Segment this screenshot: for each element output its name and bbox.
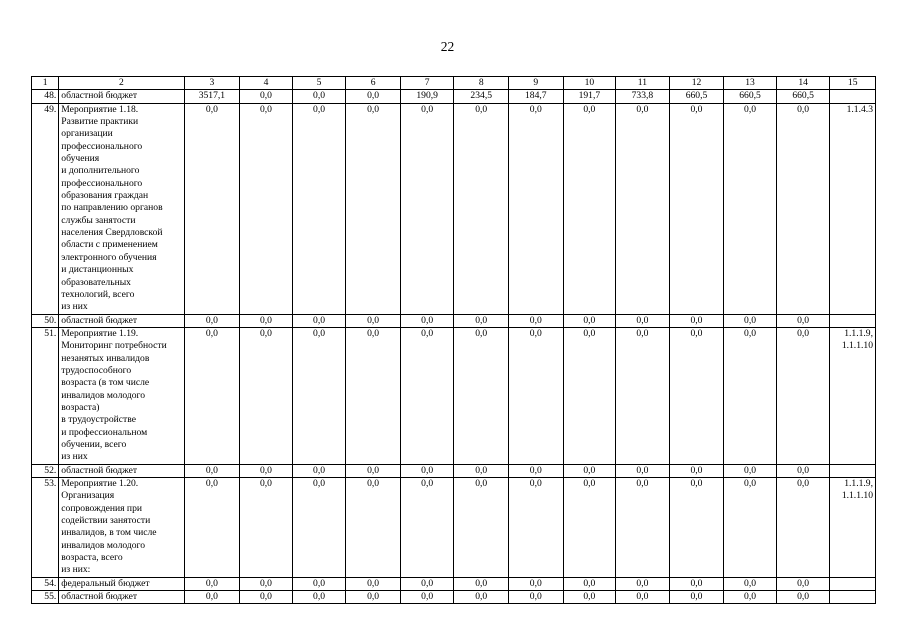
target-ref-cell (830, 103, 876, 314)
row-number: 52. (32, 464, 59, 477)
row-title-line: обучении, всего (61, 438, 127, 450)
value-cell: 0,0 (669, 327, 724, 464)
row-title-line: области с применением (61, 239, 158, 251)
row-title (59, 577, 184, 590)
value-cell: 0,0 (292, 103, 346, 314)
value-cell: 0,0 (724, 327, 777, 464)
header-cell: 9 (509, 77, 564, 90)
row-title-line: содействии занятости (61, 515, 151, 527)
header-row (32, 77, 876, 90)
row-title-line: возраста, всего (61, 552, 123, 564)
row-title-line: областной бюджет (61, 591, 138, 603)
row-title-line: возраста) (61, 401, 100, 413)
value-cell: 0,0 (346, 478, 401, 578)
row-number: 51. (32, 327, 59, 464)
row-title-line: в трудоустройстве (61, 414, 136, 426)
value-cell: 0,0 (616, 577, 670, 590)
value-cell: 0,0 (240, 478, 293, 578)
row-title-line: Организация (61, 490, 115, 502)
value-cell: 0,0 (240, 314, 293, 327)
value-cell: 0,0 (292, 478, 346, 578)
header-cell: 12 (669, 77, 724, 90)
row-title-line: образовательных (61, 276, 131, 288)
value-cell: 0,0 (184, 464, 240, 477)
value-cell: 0,0 (454, 327, 509, 464)
value-cell: 0,0 (346, 327, 401, 464)
row-title (59, 90, 184, 103)
row-title (59, 103, 184, 314)
row-number: 55. (32, 591, 59, 604)
row-title-line: образования граждан (61, 190, 149, 202)
value-cell: 3517,1 (184, 90, 240, 103)
value-cell: 0,0 (292, 90, 346, 103)
value-cell: 0,0 (292, 327, 346, 464)
row-title-line: службы занятости (61, 214, 136, 226)
row-number: 50. (32, 314, 59, 327)
value-cell: 0,0 (292, 591, 346, 604)
value-cell: 0,0 (240, 327, 293, 464)
row-title-line: из них (61, 301, 88, 313)
table-row (32, 90, 876, 103)
row-number: 53. (32, 478, 59, 578)
row-title-line: организации (61, 128, 113, 140)
value-cell: 0,0 (509, 464, 564, 477)
value-cell: 0,0 (724, 591, 777, 604)
header-cell: 15 (830, 77, 876, 90)
value-cell: 0,0 (563, 314, 616, 327)
value-cell: 0,0 (724, 314, 777, 327)
value-cell: 0,0 (724, 577, 777, 590)
value-cell: 0,0 (400, 464, 454, 477)
value-cell: 0,0 (776, 478, 830, 578)
value-cell: 0,0 (776, 327, 830, 464)
value-cell: 0,0 (509, 478, 564, 578)
table-row (32, 478, 876, 578)
table-row (32, 314, 876, 327)
row-title-line: трудоспособного (61, 364, 132, 376)
value-cell: 0,0 (454, 103, 509, 314)
target-ref-cell (830, 591, 876, 604)
header-cell: 3 (184, 77, 240, 90)
value-cell: 0,0 (669, 464, 724, 477)
value-cell: 0,0 (616, 327, 670, 464)
header-cell: 14 (776, 77, 830, 90)
value-cell: 0,0 (184, 591, 240, 604)
value-cell: 0,0 (616, 478, 670, 578)
header-cell: 8 (454, 77, 509, 90)
value-cell: 660,5 (669, 90, 724, 103)
row-title-line: инвалидов молодого (61, 389, 146, 401)
row-title-line: Мероприятие 1.19. (61, 327, 139, 339)
row-title (59, 591, 184, 604)
row-title-line: из них: (61, 564, 91, 576)
target-ref-cell (830, 314, 876, 327)
value-cell: 0,0 (509, 591, 564, 604)
value-cell: 0,0 (346, 314, 401, 327)
row-title-line: и дополнительного (61, 165, 140, 177)
value-cell: 0,0 (240, 103, 293, 314)
value-cell: 0,0 (724, 478, 777, 578)
row-title-line: из них (61, 451, 88, 463)
header-cell: 7 (400, 77, 454, 90)
row-title-line: профессионального (61, 140, 143, 152)
target-ref: 1.1.1.10 (841, 340, 873, 352)
value-cell: 660,5 (724, 90, 777, 103)
value-cell: 0,0 (400, 314, 454, 327)
table-row (32, 103, 876, 314)
value-cell: 0,0 (400, 478, 454, 578)
value-cell: 0,0 (454, 577, 509, 590)
value-cell: 0,0 (292, 577, 346, 590)
row-title-line: инвалидов, в том числе (61, 527, 157, 539)
value-cell: 0,0 (724, 103, 777, 314)
value-cell: 0,0 (346, 577, 401, 590)
row-title-line: профессионального (61, 177, 143, 189)
target-ref-cell (830, 327, 876, 464)
value-cell: 0,0 (454, 464, 509, 477)
value-cell: 0,0 (292, 464, 346, 477)
value-cell: 0,0 (509, 327, 564, 464)
row-title-line: Развитие практики (61, 116, 139, 128)
row-title (59, 464, 184, 477)
row-title-line: по направлению органов (61, 202, 163, 214)
target-ref-cell (830, 464, 876, 477)
value-cell: 0,0 (454, 478, 509, 578)
row-title-line: областной бюджет (61, 464, 138, 476)
value-cell: 0,0 (184, 314, 240, 327)
value-cell: 0,0 (616, 591, 670, 604)
value-cell: 0,0 (776, 464, 830, 477)
row-title-line: технологий, всего (61, 288, 135, 300)
value-cell: 190,9 (400, 90, 454, 103)
value-cell: 0,0 (669, 478, 724, 578)
value-cell: 0,0 (240, 90, 293, 103)
table-row (32, 577, 876, 590)
row-title (59, 314, 184, 327)
value-cell: 660,5 (776, 90, 830, 103)
target-ref: 1.1.1.9, (844, 327, 873, 339)
value-cell: 0,0 (669, 103, 724, 314)
target-ref-cell (830, 577, 876, 590)
row-title-line: населения Свердловской (61, 227, 163, 239)
budget-table (31, 76, 876, 604)
value-cell: 0,0 (563, 591, 616, 604)
table-row (32, 327, 876, 464)
value-cell: 0,0 (346, 464, 401, 477)
value-cell: 733,8 (616, 90, 670, 103)
row-title-line: электронного обучения (61, 251, 157, 263)
value-cell: 0,0 (669, 314, 724, 327)
value-cell: 0,0 (346, 103, 401, 314)
value-cell: 0,0 (563, 577, 616, 590)
value-cell: 0,0 (184, 577, 240, 590)
row-number: 49. (32, 103, 59, 314)
value-cell: 0,0 (563, 478, 616, 578)
header-cell: 5 (292, 77, 346, 90)
value-cell: 0,0 (184, 327, 240, 464)
value-cell: 0,0 (616, 464, 670, 477)
row-title-line: и профессиональном (61, 426, 148, 438)
row-number: 54. (32, 577, 59, 590)
target-ref: 1.1.1.9, (844, 478, 873, 489)
target-ref: 1.1.1.10 (841, 490, 873, 502)
value-cell: 191,7 (563, 90, 616, 103)
row-title (59, 478, 184, 578)
target-ref-cell (830, 90, 876, 103)
value-cell: 0,0 (184, 103, 240, 314)
value-cell: 0,0 (563, 103, 616, 314)
value-cell: 0,0 (400, 591, 454, 604)
value-cell: 0,0 (776, 577, 830, 590)
value-cell: 0,0 (616, 314, 670, 327)
value-cell: 0,0 (240, 577, 293, 590)
page-number: 22 (440, 39, 455, 54)
value-cell: 0,0 (724, 464, 777, 477)
row-title-line: и дистанционных (61, 264, 134, 276)
value-cell: 0,0 (509, 314, 564, 327)
value-cell: 184,7 (509, 90, 564, 103)
value-cell: 0,0 (240, 464, 293, 477)
header-cell: 1 (32, 77, 59, 90)
value-cell: 0,0 (184, 478, 240, 578)
value-cell: 0,0 (669, 577, 724, 590)
header-cell: 13 (724, 77, 777, 90)
header-cell: 6 (346, 77, 401, 90)
value-cell: 0,0 (509, 103, 564, 314)
value-cell: 234,5 (454, 90, 509, 103)
row-title-line: инвалидов молодого (61, 539, 146, 551)
header-cell: 4 (240, 77, 293, 90)
value-cell: 0,0 (776, 591, 830, 604)
value-cell: 0,0 (563, 327, 616, 464)
value-cell: 0,0 (616, 103, 670, 314)
row-title-line: сопровождения при (61, 502, 142, 514)
value-cell: 0,0 (776, 103, 830, 314)
target-ref-cell (830, 478, 876, 578)
value-cell: 0,0 (240, 591, 293, 604)
row-title-line: обучения (61, 153, 100, 165)
row-title-line: возраста (в том числе (61, 377, 150, 389)
header-cell: 11 (616, 77, 670, 90)
target-ref: 1.1.4.3 (846, 103, 873, 115)
value-cell: 0,0 (509, 577, 564, 590)
header-cell: 10 (563, 77, 616, 90)
value-cell: 0,0 (454, 314, 509, 327)
row-title-line: Мониторинг потребности (61, 340, 167, 352)
value-cell: 0,0 (776, 314, 830, 327)
row-number: 48. (32, 90, 59, 103)
value-cell: 0,0 (669, 591, 724, 604)
row-title-line: областной бюджет (61, 314, 138, 326)
value-cell: 0,0 (346, 591, 401, 604)
row-title-line: Мероприятие 1.18. (61, 103, 139, 115)
value-cell: 0,0 (400, 103, 454, 314)
value-cell: 0,0 (292, 314, 346, 327)
table-row (32, 464, 876, 477)
value-cell: 0,0 (346, 90, 401, 103)
table-row (32, 591, 876, 604)
value-cell: 0,0 (454, 591, 509, 604)
row-title (59, 327, 184, 464)
row-title-line: незанятых инвалидов (61, 352, 150, 364)
header-cell: 2 (59, 77, 184, 90)
row-title-line: Мероприятие 1.20. (61, 478, 139, 489)
value-cell: 0,0 (400, 577, 454, 590)
row-title-line: областной бюджет (61, 90, 138, 102)
row-title-line: федеральный бюджет (61, 577, 150, 589)
value-cell: 0,0 (563, 464, 616, 477)
value-cell: 0,0 (400, 327, 454, 464)
